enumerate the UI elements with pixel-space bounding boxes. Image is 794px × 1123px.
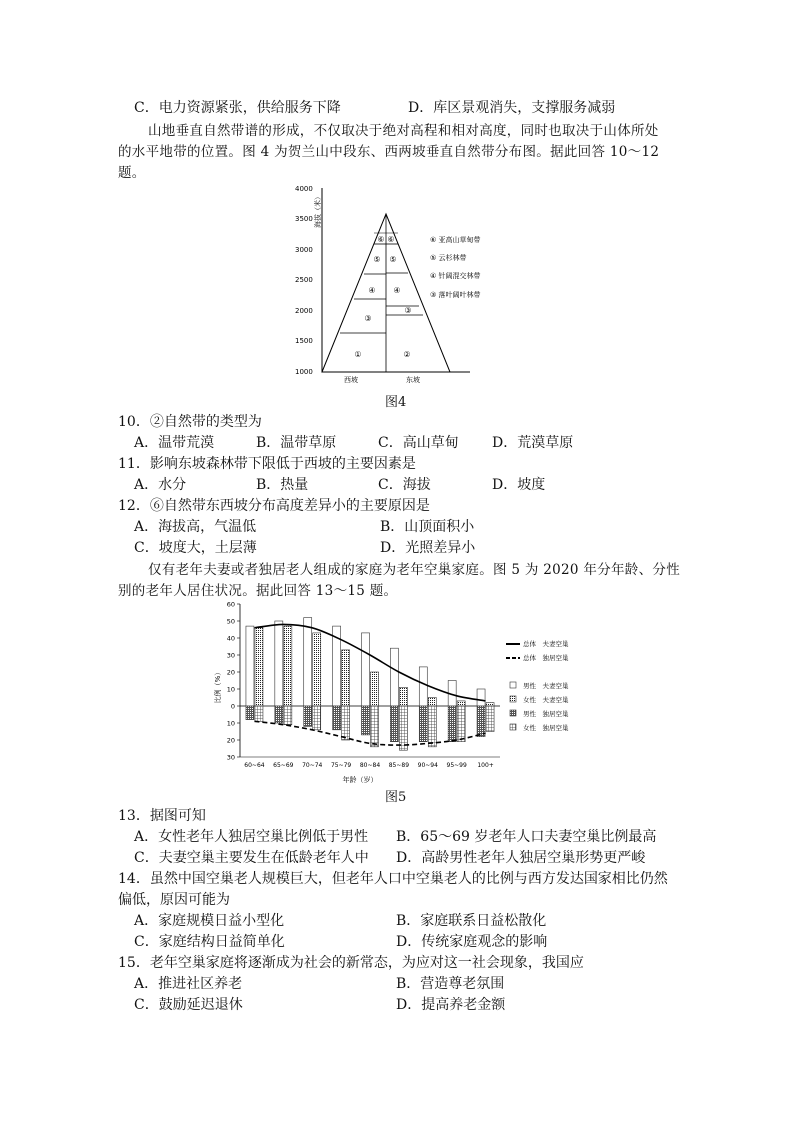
fig5-xtick-label: 75~79 (330, 762, 352, 769)
zone-3-east: ③ (404, 306, 412, 315)
figure4-caption: 图4 (385, 395, 407, 410)
q15-c: C．鼓励延迟退休 (134, 997, 243, 1013)
bar-male-couple (419, 667, 427, 706)
legend-female-couple: 女性 夫妻空巢 (523, 696, 569, 704)
q12-d: D．光照差异小 (380, 540, 476, 556)
bar-female-alone (342, 706, 350, 740)
intro2-line2: 别的老年人居住状况。据此回答 13～15 题。 (118, 583, 398, 599)
q14-a: A．家庭规模日益小型化 (134, 913, 285, 929)
legend-overall-couple: 总体 夫妻空巢 (523, 640, 569, 648)
fig4-legend-6: ⑥ 亚高山草甸带 (430, 236, 481, 244)
fig5-xtick-label: 70~74 (302, 762, 323, 769)
zone-5-east: ⑤ (389, 255, 397, 264)
bar-female-couple (255, 628, 263, 706)
bar-male-couple (246, 626, 254, 706)
fig4-ytick: 3000 (295, 246, 313, 254)
fig4-legend-3: ③ 落叶阔叶林带 (430, 291, 481, 299)
q14-d: D．传统家庭观念的影响 (396, 934, 548, 950)
q15-b: B．营造尊老氛围 (396, 976, 505, 992)
figure5-caption: 图5 (385, 790, 407, 805)
bar-female-couple (371, 672, 379, 706)
q10-d: D．荒漠草原 (492, 435, 574, 451)
zone-6-west: ⑥ (377, 235, 385, 244)
fig5-xtick-label: 60~64 (244, 762, 265, 769)
bar-male-alone (390, 706, 398, 742)
q11-c: C．海拔 (378, 477, 431, 493)
q14-stem1: 14．虽然中国空巢老人规模巨大，但老年人口中空巢老人的比例与西方发达国家相比仍然 (118, 871, 668, 887)
fig4-ytick: 4000 (295, 185, 313, 193)
q13-b: B．65～69 岁老年人口夫妻空巢比例最高 (396, 829, 657, 845)
q11-d: D．坡度 (492, 477, 546, 493)
bar-female-alone (284, 706, 292, 725)
fig4-ylabel: 海拔（米） (314, 193, 322, 228)
fig4-legend-4: ④ 针阔混交林带 (430, 272, 481, 280)
bar-male-couple (362, 633, 370, 706)
fig5-xlabel: 年龄（岁） (342, 776, 378, 784)
zone-4-west: ④ (368, 286, 376, 295)
zone-1-west: ① (354, 350, 362, 359)
bar-female-alone (371, 706, 379, 747)
legend-overall-alone: 总体 独居空巢 (523, 654, 569, 662)
q12-c: C．坡度大，土层薄 (134, 540, 257, 556)
q10-a: A．温带荒漠 (134, 435, 215, 451)
bar-female-couple (284, 626, 292, 706)
bar-female-alone (399, 706, 407, 750)
fig5-ytick-label: 40 (226, 634, 235, 643)
q10-b: B．温带草原 (256, 435, 337, 451)
zone-4-east: ④ (393, 286, 401, 295)
fig4-ytick: 3500 (295, 215, 313, 223)
bar-female-couple (486, 703, 494, 706)
figure5-chart (200, 598, 600, 784)
q14-stem2: 偏低，原因可能为 (118, 892, 230, 908)
fig5-ytick-label: 50 (226, 617, 235, 626)
fig4-ytick: 2000 (295, 307, 313, 315)
legend-female-alone: 女性 独居空巢 (523, 724, 569, 732)
fig5-ytick-label: 20 (226, 668, 235, 677)
bar-male-couple (390, 648, 398, 706)
option-d: D．库区景观消失，支撑服务减弱 (408, 100, 616, 116)
zone-5-west: ⑤ (373, 255, 381, 264)
bar-female-couple (313, 633, 321, 706)
bar-male-alone (362, 706, 370, 735)
q14-b: B．家庭联系日益松散化 (396, 913, 547, 929)
bar-male-alone (419, 706, 427, 742)
q10-stem: 10．②自然带的类型为 (118, 414, 262, 430)
bar-female-alone (457, 706, 465, 742)
bar-male-alone (304, 706, 312, 726)
q15-a: A．推进社区养老 (134, 976, 243, 992)
bar-female-alone (428, 706, 436, 747)
bar-male-couple (275, 621, 283, 706)
bar-male-alone (333, 706, 341, 730)
intro1-line2: 的水平地带的位置。图 4 为贺兰山中段东、西两坡垂直自然带分布图。据此回答 10～12 (118, 144, 660, 160)
fig5-xtick-label: 85~89 (388, 762, 410, 769)
q13-a: A．女性老年人独居空巢比例低于男性 (134, 829, 369, 845)
fig5-xtick-label: 65~69 (273, 762, 294, 769)
zone-3-west: ③ (364, 314, 372, 323)
bar-female-couple (342, 650, 350, 706)
bar-male-alone (477, 706, 485, 737)
bar-male-couple (477, 689, 485, 706)
q13-c: C．夫妻空巢主要发生在低龄老年人中 (134, 850, 369, 866)
intro1-line3: 题。 (118, 165, 146, 181)
q15-stem: 15．老年空巢家庭将逐渐成为社会的新常态，为应对这一社会现象，我国应 (118, 955, 584, 971)
fig5-ytick-label: 30 (226, 651, 235, 660)
q11-stem: 11．影响东坡森林带下限低于西坡的主要因素是 (118, 456, 416, 472)
q11-b: B．热量 (256, 477, 309, 493)
fig5-xtick-label: 100+ (477, 762, 494, 769)
q10-c: C．高山草甸 (378, 435, 459, 451)
bar-male-alone (448, 706, 456, 742)
zone-6-east: ⑥ (387, 235, 395, 244)
fig5-ytick-label: 60 (226, 600, 235, 609)
bar-male-couple (304, 618, 312, 706)
fig5-xtick-label: 90~94 (417, 762, 438, 769)
fig4-ytick: 1500 (295, 337, 313, 345)
zone-2-east: ② (403, 350, 411, 359)
intro2-line1: 仅有老年夫妻或者独居老人组成的家庭为老年空巢家庭。图 5 为 2020 年分年龄、分性 (148, 562, 681, 578)
fig5-ytick-label: 20 (226, 736, 235, 745)
bar-female-alone (255, 706, 263, 721)
q13-d: D．高龄男性老年人独居空巢形势更严峻 (396, 850, 646, 866)
bar-male-alone (246, 706, 254, 720)
fig5-ytick-label: 0 (230, 702, 235, 711)
bar-female-couple (457, 701, 465, 706)
fig5-xtick-label: 80~84 (359, 762, 381, 769)
option-c: C．电力资源紧张，供给服务下降 (134, 100, 341, 116)
intro1-line1: 山地垂直自然带谱的形成，不仅取决于绝对高程和相对高度，同时也取决于山体所处 (148, 123, 659, 139)
q14-c: C．家庭结构日益简单化 (134, 934, 285, 950)
q12-a: A．海拔高，气温低 (134, 519, 257, 535)
fig4-ytick: 2500 (295, 276, 313, 284)
fig4-xlabel-east: 东坡 (406, 376, 420, 384)
fig4-ytick: 1000 (295, 368, 313, 376)
q15-d: D．提高养老金额 (396, 997, 506, 1013)
q13-stem: 13．据图可知 (118, 808, 206, 824)
q11-a: A．水分 (134, 477, 187, 493)
q12-b: B．山顶面积小 (380, 519, 475, 535)
fig5-ytick-label: 30 (226, 753, 235, 762)
fig5-ytick-label: 10 (226, 719, 235, 728)
bar-female-alone (313, 706, 321, 730)
legend-male-couple: 男性 夫妻空巢 (523, 682, 569, 690)
bar-male-alone (275, 706, 283, 723)
figure4-diagram (290, 180, 520, 390)
bar-female-couple (399, 687, 407, 706)
bar-female-alone (486, 706, 494, 732)
fig5-ylabel: 比例（%） (214, 668, 222, 704)
fig5-xtick-label: 95~99 (446, 762, 467, 769)
fig4-xlabel-west: 西坡 (344, 376, 358, 384)
q12-stem: 12．⑥自然带东西坡分布高度差异小的主要原因是 (118, 498, 430, 514)
bar-female-couple (428, 698, 436, 707)
fig4-legend-5: ⑤ 云杉林带 (430, 254, 467, 262)
legend-male-alone: 男性 独居空巢 (523, 710, 569, 718)
fig5-ytick-label: 10 (226, 685, 235, 694)
